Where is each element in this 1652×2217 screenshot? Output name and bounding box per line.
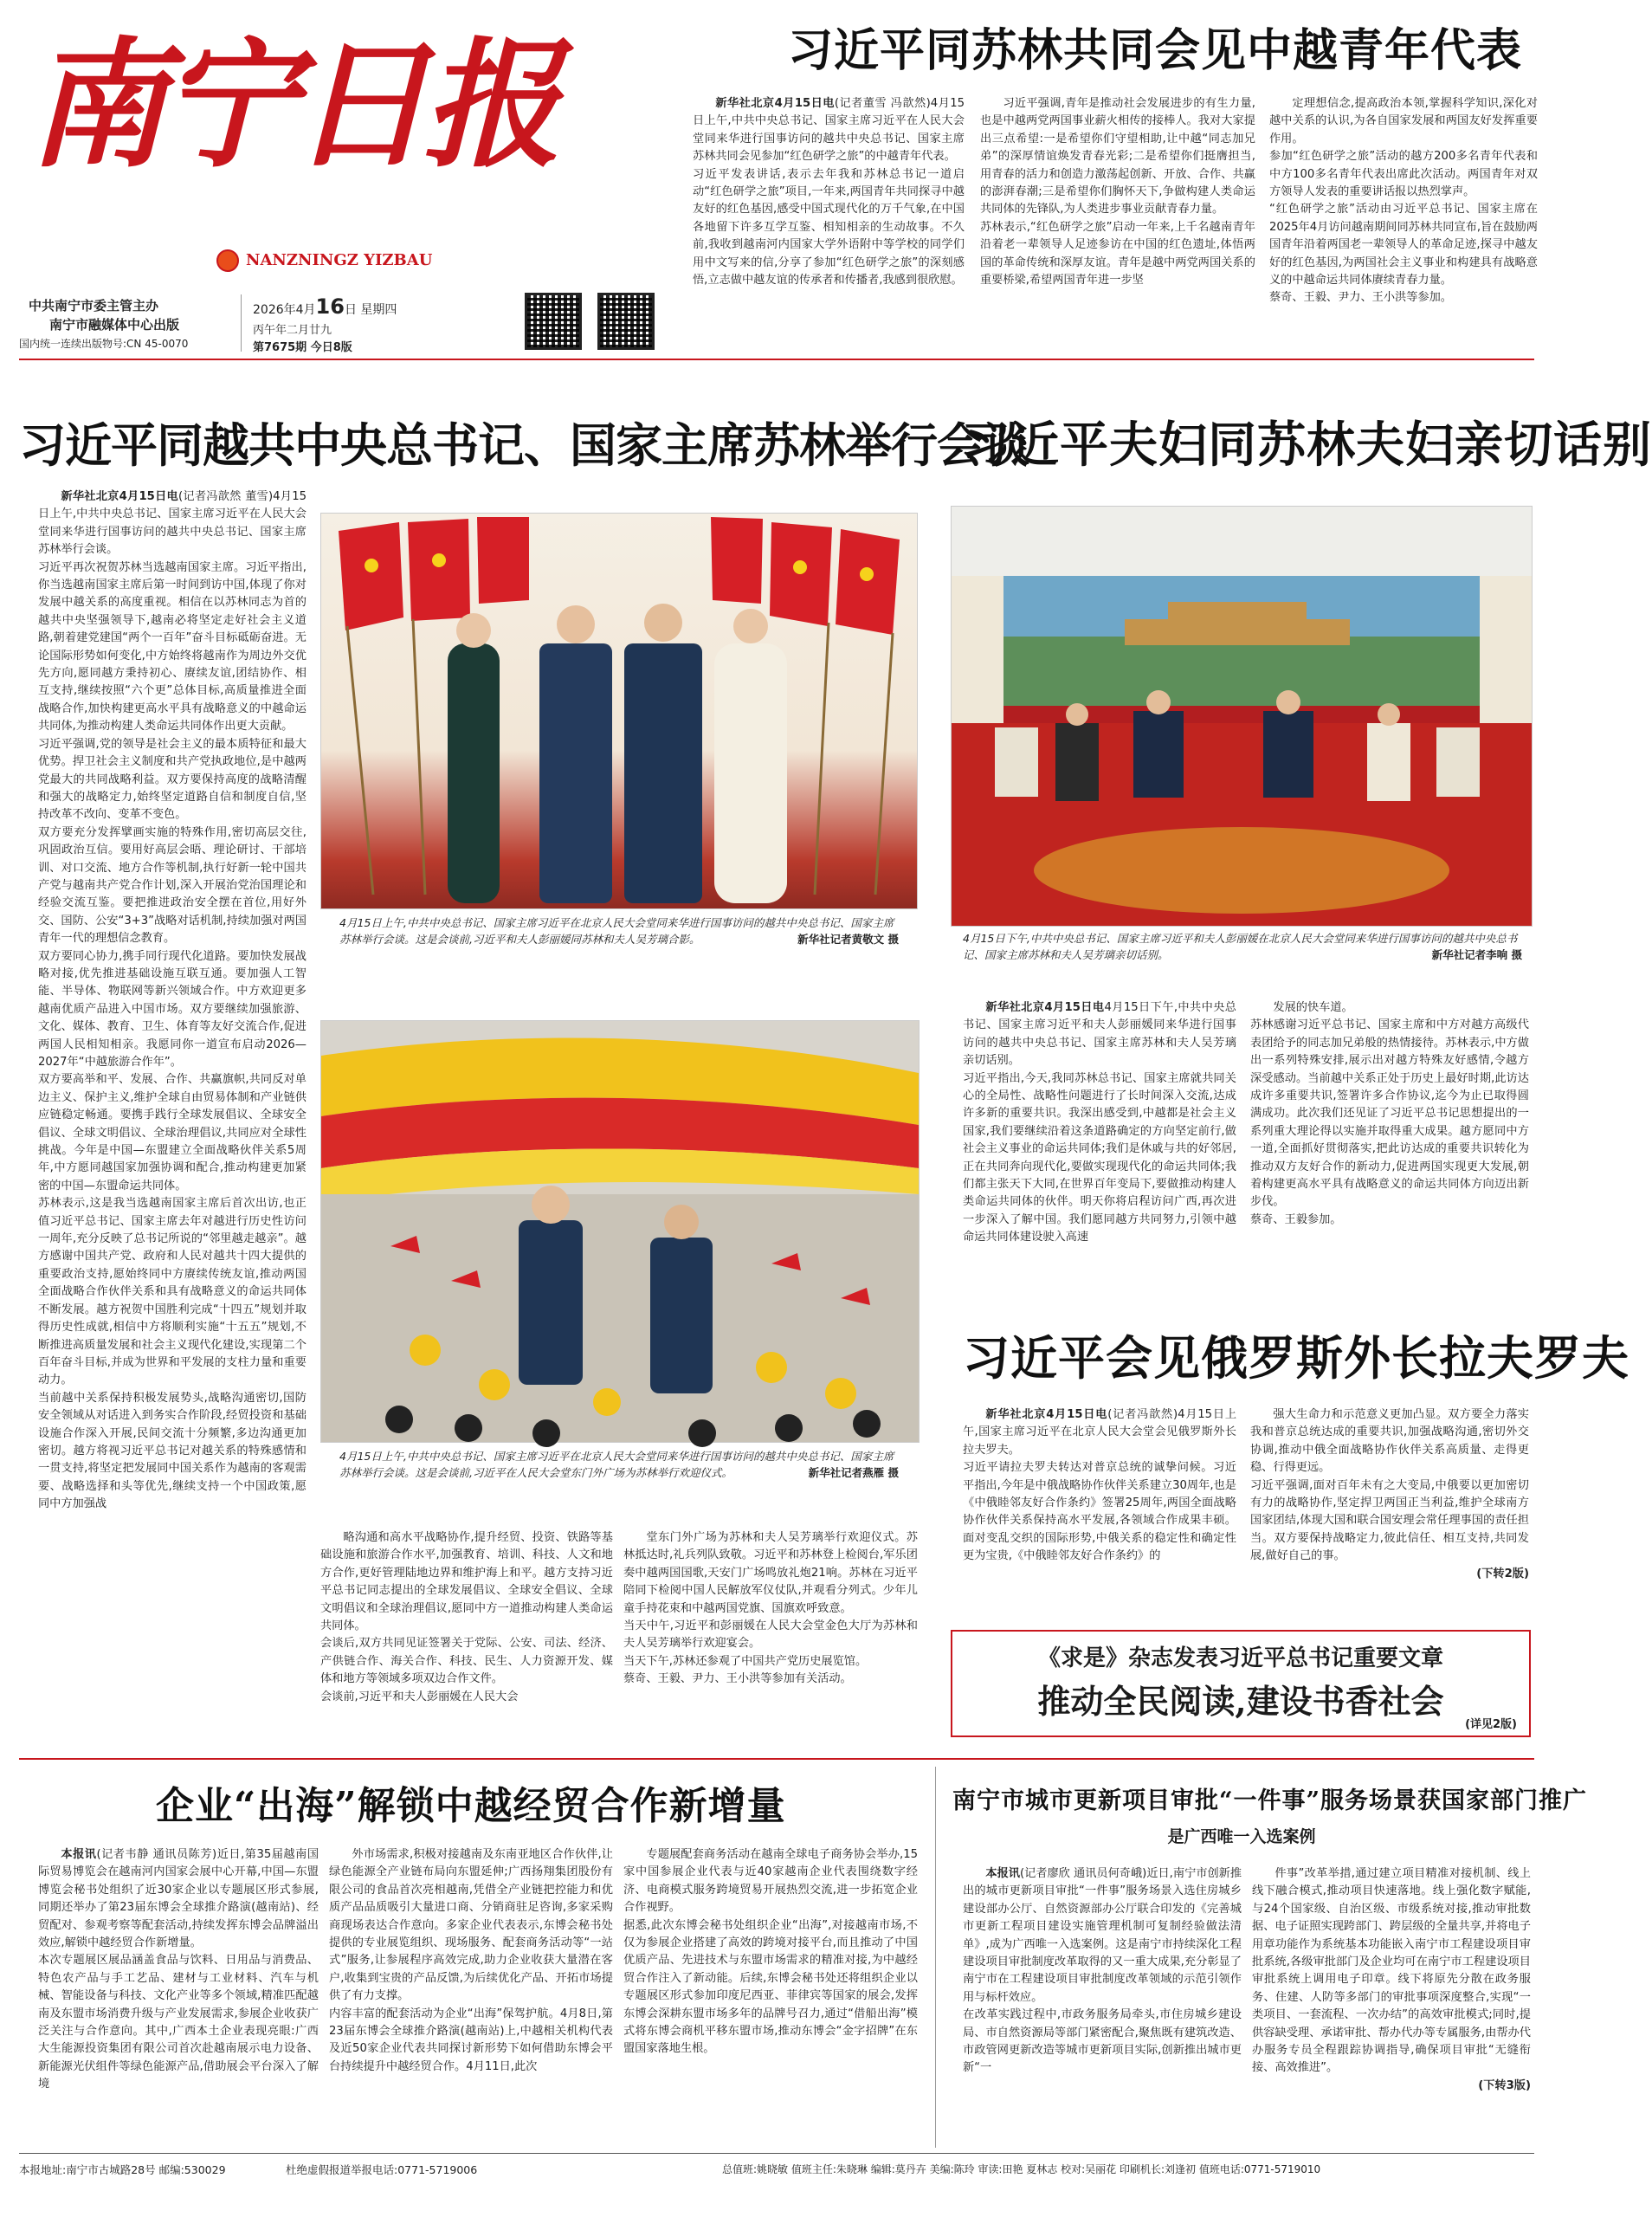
article-4-body-2: 强大生命力和示范意义更加凸显。双方要全力落实我和普京总统达成的重要共识,加强战略沟通,密切外交协调,推动中俄全面战略协作伙伴关系高质量、走得更稳、行得更远。 习近平强调,面对百年未有之大变局,中俄要以更加密切有力的战略协作,坚定捍卫两国正当利益,维护全球南方国家团结,体现大国和联合国安理会常任理事国的责任担当。双方要保持战略定力,彼此信任、相互支持,共同发展,做好自己的事。 [1250,1408,1529,1563]
article-6-reporter: (记者廖欣 通讯员何奇峨) [1019,1867,1147,1880]
article-5-dateline: 本报讯 [61,1848,97,1861]
article-5-column-2 [329,1846,613,2141]
photo-3 [320,1020,920,1443]
date-day: 16 [315,294,345,319]
article-2-dateline: 新华社北京4月15日电 [61,490,178,503]
masthead-divider [241,294,242,352]
photo-3-caption [339,1448,899,1481]
date-prefix: 2026年4月 [253,303,316,317]
article-4-body-1: 4月15日上午,国家主席习近平在北京人民大会堂会见俄罗斯外长拉夫罗夫。 习近平请拉夫罗夫转达对普京总统的诚挚问候。习近平指出,今年是中俄战略协作伙伴关系建立30周年,也是《中俄睦邻友好合作条约》签署25周年,两国全面战略协作伙伴关系保持高水平发展,各领域合作成果丰硕。面对变乱交织的国际形势,中俄关系的稳定性和确定性更为宝贵,《中俄睦邻友好合作条约》的 [963,1408,1237,1563]
masthead-name: 南宁日报 [28,23,555,186]
masthead-emblem-icon [216,249,239,272]
article-2-column-3 [623,1529,918,1725]
qiushi-box [951,1630,1531,1737]
article-2-body-3: 堂东门外广场为苏林和夫人吴芳璃举行欢迎仪式。苏林抵达时,礼兵列队致敬。习近平和苏林登上检阅台,军乐团奏中越两国国歌,天安门广场鸣放礼炮21响。苏林在习近平陪同下检阅中国人民解放军仪仗队,并观看分列式。少年儿童手持花束和中越两国党旗、国旗欢呼致意。 当天中午,习近平和彭丽媛在人民大会堂金色大厅为苏林和夫人吴芳璃举行欢迎宴会。 当天下午,苏林还参观了中国共产党历史展览馆。 蔡奇、王毅、尹力、王小洪等参加有关活动。 [623,1531,918,1686]
article-5-body-1: 近日,第35届越南国际贸易博览会在越南河内国家会展中心开幕,中国—东盟博览会秘书处组织了近30家企业以专题展区形式参展,同期还举办了第23届东博会全球推介路演(越南站)、经贸配对、参观考察等配套活动,持续发挥东博会品牌溢出效应,解锁中越经贸合作新增量。 本次专题展区展品涵盖食品与饮料、日用品与消费品、特色农产品与手工艺品、建材与工业材料、汽车与机械、智能设备与科技、文化产业等多个领域,精准匹配越南及东盟市场消费升级与产业发展需求,参展企业收获广泛关注与合作意向。其中,广西本土企业表现亮眼:广西大生能源投资集团有限公司首次赴越南展示电力设备、新能源光伏组件等绿色能源产品,借助展会平台深入了解境 [38,1848,319,2091]
article-6-headline: 南宁市城市更新项目审批“一件事”服务场景获国家部门推广 [952,1787,1588,1814]
sponsor-line-2: 南宁市融媒体中心出版 [49,317,180,333]
masthead-rule [19,359,1534,360]
footer-rule [19,2153,1534,2154]
article-1-column-2 [980,95,1255,352]
article-4-column-2 [1250,1406,1529,1590]
article-5-column-1 [38,1846,319,2141]
photo-1-svg [321,514,917,908]
article-4-column-1 [963,1406,1236,1590]
issue-date [253,294,397,319]
lunar-date: 丙午年二月廿九 [253,324,332,337]
article-5-body-2: 外市场需求,积极对接越南及东南亚地区合作伙伴,让绿色能源全产业链布局向东盟延伸;广西扬翔集团股份有限公司的食品首次亮相越南,凭借全产业链把控能力和优质产品品质吸引大量进口商、分销商驻足咨询,多家采购商现场表达合作意向。多家企业代表表示,东博会秘书处提供的专业展览组织、现场服务、配套商务活动等“一站式”服务,让参展程序高效完成,助力企业收获大量潜在客户,收集到宝贵的产品反馈,为后续优化产品、开拓市场提供了有力支撑。 内容丰富的配套活动为企业“出海”保驾护航。4月8日,第23届东博会全球推介路演(越南站)上,中越相关机构代表及近50家企业代表共同探讨新形势下如何借助东博会平台持续提升中越经贸合作。4月11日,此次 [329,1848,613,2073]
article-5-body-3: 专题展配套商务活动在越南全球电子商务协会举办,15家中国参展企业代表与近40家越南企业代表围绕数字经济、电商模式服务跨境贸易开展热烈交流,进一步拓宽企业合作视野。 据悉,此次东博会秘书处组织企业“出海”,对接越南市场,不仅为参展企业搭建了高效的跨境对接平台,而且推动了中国优质产品、先进技术与东盟市场需求的精准对接,为中越经贸合作注入了新动能。后续,东博会秘书处还将组织企业以专题展区形式参加印度尼西亚、菲律宾等国家的展会,发挥东博会深耕东盟市场多年的品牌号召力,通过“借船出海”模式将东博会商机平移东盟市场,推动东博会“金字招牌”在东盟国家落地生根。 [623,1848,918,2056]
article-2-headline: 习近平同越共中央总书记、国家主席苏林举行会谈 [19,417,1029,473]
photo-2-caption [963,930,1522,963]
footer-staff: 总值班:姚晓敏 值班主任:朱晓琳 编辑:莫丹卉 美编:陈玲 审读:田艳 夏林志 校对:吴丽花 印刷机长:刘逢初 值班电话:0771-5719010 [722,2163,1321,2175]
date-suffix: 日 星期四 [344,303,397,317]
article-3-dateline: 新华社北京4月15日电 [985,1001,1105,1014]
qr-code-icon [525,293,582,350]
article-4-continue-note[interactable]: (下转2版) [1476,1567,1529,1580]
issn-line: 国内统一连续出版物号:CN 45-0070 [19,338,189,350]
lower-column-divider [935,1767,936,2148]
article-2-column-2 [320,1529,613,1725]
photo-3-credit: 新华社记者燕雁 摄 [808,1466,899,1479]
article-2-body-2: 略沟通和高水平战略协作,提升经贸、投资、铁路等基础设施和旅游合作水平,加强教育、培训、科技、人文和地方合作,更好管理陆地边界和维护海上和平。越方支持习近平总书记同志提出的全球发展倡议、全球安全倡议、全球文明倡议和全球治理倡议,愿同中方一道推动构建人类命运共同体。 会谈后,双方共同见证签署关于党际、公安、司法、经济、产供链合作、海关合作、科技、民生、人力资源开发、媒体和地方等领域多项双边合作文件。 会谈前,习近平和夫人彭丽媛在人民大会 [320,1531,613,1703]
photo-3-caption-text: 4月15日上午,中共中央总书记、国家主席习近平在北京人民大会堂同来华进行国事访问的越共中央总书记、国家主席苏林举行会谈。这是会谈前,习近平在人民大会堂东门外广场为苏林举行欢迎仪式。 [339,1450,894,1479]
article-3-body-1: 4月15日下午,中共中央总书记、国家主席习近平和夫人彭丽媛同来华进行国事访问的越共中央总书记、国家主席苏林和夫人吴芳璃亲切话别。 习近平指出,今天,我同苏林总书记、国家主席就共同关心的全局性、战略性问题进行了长时间深入交流,达成许多新的重要共识。我深出感受到,中越都是社会主义国家,我们要继续沿着这条道路确定的方向坚定前行,做社会主义事业的命运共同体;我们是休戚与共的好邻居,正在共同奔向现代化,要做实现现代化的命运共同体;我们都主张天下大同,在世界百年变局下,要做推动构建人类命运共同体的伙伴。明天你将启程访问广西,再次进一步深入了解中国。我们愿同越方共同努力,引领中越命运共同体建设驶入高速 [963,1001,1236,1244]
article-2-body-1: 4月15日上午,中共中央总书记、国家主席习近平在人民大会堂同来华进行国事访问的越共中央总书记、国家主席苏林举行会谈。 习近平再次祝贺苏林当选越南国家主席。习近平指出,你当选越南国家主席后第一时间到访中国,体现了你对发展中越关系的高度重视。相信在以苏林同志为首的越共中央坚强领导下,越南必将坚定走好社会主义道路,朝着建党建国“两个一百年”奋斗目标砥砺奋进。无论国际形势如何变化,中方始终将越南作为周边外交优先方向,愿同越方秉持初心、赓续友谊,团结协作、相互支持,继续按照“六个更”总体目标,高质量推进全面战略合作,加快构建更高水平具有战略意义的中越命运共同体,为推动构建人类命运共同体作出更大贡献。 习近平强调,党的领导是社会主义的最本质特征和最大优势。捍卫社会主义制度和共产党执政地位,是中越两党最大的共同战略利益。双方要保持高度的战略清醒和强大的战略定力,始终坚定道路自信和制度自信,坚持改革不改向、变革不变色。 双方要充分发挥擘画实施的特殊作用,密切高层交往,巩固政治互信。要用好高层会晤、理论研讨、干部培训、对口交流、地方合作等机制,执行好新一轮中国共产党与越南共产党合作计划,深入开展治党治国理论和经验交流互鉴。要把推进政治安全摆在首位,用好外交、国防、公安“3+3”战略对话机制,持续加强对两国青年一代的理想信念教育。 双方要同心协力,携手同行现代化道路。要加快发展战略对接,优先推进基础设施互联互通。要加强人工智能、半导体、物联网等新兴领域合作。中方欢迎更多越南优质产品进入中国市场。双方要继续加强旅游、文化、媒体、教育、卫生、体育等友好交流合作,促进两国人民相知相亲。我愿同你一道宣布启动2026—2027年“中越旅游合作年”。 双方要高举和平、发展、合作、共赢旗帜,共同反对单边主义、保护主义,维护全球自由贸易体制和产业链供应链稳定畅通。要携手践行全球发展倡议、全球安全倡议、全球文明倡议、全球治理倡议,共同应对全球性挑战。今年是中国—东盟建立全面战略伙伴关系5周年,中方愿同越国家加强协调和配合,推动构建更加紧密的中国—东盟命运共同体。 苏林表示,这是我当选越南国家主席后首次出访,也正值习近平总书记、国家主席去年对越进行历史性访问一周年,充分反映了总书记所说的“邻里越走越亲”。越方感谢中国共产党、政府和人民对越共十四大提供的重要政治支持,愿始终同中方赓续传统友谊,推动两国全面战略合作伙伴关系和具有战略意义的命运共同体不断发展。越方祝贺中国胜利完成“十四五”规划并取得历史性成就,相信中方将顺利实施“十五五”规划,不断推进高质量发展和社会主义现代化建设,实现第二个百年奋斗目标,并成为世界和平发展的支柱力量和重要动力。 当前越中关系保持积极发展势头,战略沟通密切,国防安全领域从对话进入到务实合作阶段,经贸投资和基础设施合作深入开展,民间交流十分频繁,多边沟通更加密切。越方将视习近平总书记对越关系的特殊感情和一贯支持,将坚定把发展同中国关系作为越南的客观需要、战略选择和头等优先,继续支持一个中国政策,愿同中方加强战 [38,490,307,1511]
article-5-column-3 [623,1846,918,2141]
article-6-body-2: 件事”改革举措,通过建立项目精准对接机制、线上线下融合模式,推动项目快速落地。线上强化数字赋能,与24个国家级、自治区级、市级系统对接,推动审批数据、电子证照实现跨部门、跨层级的全量共享,并将电子用章功能作为系统基本功能嵌入南宁市工程建设项目审批系统,各级审批部门及企业均可在南宁市工程建设项目审批系统上调用电子印章。线下将原先分散在政务服务、住建、人防等多部门的审批事项深度整合,实现“一类项目、一套流程、一次办结”的高效审批模式;同时,提供容缺受理、承诺审批、帮办代办等专属服务,由帮办代办服务专员全程跟踪协调指导,确保项目审批“无缝衔接、高效推进”。 [1252,1867,1531,2075]
sponsor-line-1: 中共南宁市委主管主办 [29,298,159,313]
article-1-body-1: 4月15日上午,中共中央总书记、国家主席习近平在人民大会堂同来华进行国事访问的越共中央总书记、国家主席苏林共同会见参加“红色研学之旅”的中越青年代表。 习近平发表讲话,表示去年我和苏林总书记一道启动“红色研学之旅”项目,一年来,两国青年共同探寻中越友好的红色基因,感受中国式现代化的万千气象,在中国各地留下许多互学互鉴、相知相亲的生动故事。不久前,我收到越南河内国家大学外语附中等学校的同学们用中文写来的信,分享了参加“红色研学之旅”的深刻感悟,立志做中越友谊的传承者和传播者,我感到很欣慰。 [693,97,965,288]
footer-hotline: 杜绝虚假报道举报电话:0771-5719006 [286,2163,478,2176]
article-6-body-1: 近日,南宁市创新推出的城市更新项目审批“一件事”服务场景入选住房城乡建设部办公厅、自然资源部办公厅联合印发的《完善城市更新工程项目建设实施管理机制可复制经验做法清单》,成为广西唯一入选案例。这是南宁市持续深化工程建设项目审批制度改革取得的又一重大成果,充分彰显了南宁市在工程建设项目审批制度改革领域的示范引领作用与标杆效应。 在改革实践过程中,市政务服务局牵头,市住房城乡建设局、市自然资源局等部门紧密配合,聚焦既有建筑改造、市政管网更新改造等城市更新项目实际,创新推出城市更新“一 [963,1867,1242,2075]
article-1-body-3: 定理想信念,提高政治本领,掌握科学知识,深化对越中关系的认识,为各自国家发展和两国友好发挥重要作用。 参加“红色研学之旅”活动的越方200多名青年代表和中方100多名青年代表出席此次活动。两国青年对双方领导人发表的重要讲话报以热烈掌声。 “红色研学之旅”活动由习近平总书记、国家主席在2025年4月访问越南期间同苏林共同宣布,旨在鼓励两国青年沿着两国老一辈领导人的革命足迹,探寻中越友好的红色基因,为两国社会主义事业和构建具有战略意义的中越命运共同体赓续青春力量。 蔡奇、王毅、尹力、王小洪等参加。 [1269,97,1538,305]
article-6-dateline: 本报讯 [985,1867,1020,1880]
photo-2-credit: 新华社记者李响 摄 [1431,948,1522,961]
masthead [19,14,668,326]
article-3-headline: 习近平夫妇同苏林夫妇亲切话别 [961,417,1652,474]
issue-number: 第7675期 今日8版 [253,341,352,354]
photo-1-credit: 新华社记者黄敬文 摄 [797,933,899,946]
photo-3-svg [321,1021,919,1442]
article-3-column-1 [963,999,1236,1311]
article-5-reporter: (记者韦静 通讯员陈芳) [96,1848,217,1861]
article-2-column-1 [38,488,307,1692]
article-2-reporter: (记者冯歆然 董雪) [178,490,274,503]
qiushi-box-line-1: 《求是》杂志发表习近平总书记重要文章 [1037,1645,1443,1671]
qr-code-icon [597,293,655,350]
qiushi-box-line-2: 推动全民阅读,建设书香社会 [1037,1682,1444,1721]
article-4-headline: 习近平会见俄罗斯外长拉夫罗夫 [963,1330,1629,1386]
photo-1-caption-text: 4月15日上午,中共中央总书记、国家主席习近平在北京人民大会堂同来华进行国事访问的越共中央总书记、国家主席苏林举行会谈。这是会谈前,习近平和夫人彭丽媛同苏林和夫人吴芳璃合影。 [339,916,894,946]
article-3-body-2: 发展的快车道。 苏林感谢习近平总书记、国家主席和中方对越方高级代表团给予的同志加兄弟般的热情接待。苏林表示,中方做出一系列特殊安排,展示出对越方特殊友好感情,令越方深受感动。当前越中关系正处于历史上最好时期,此访达成许多重要共识,签署许多合作协议,迄今为止已取得圆满成功。此次我们还见证了习近平总书记思想提出的一系列重大理论得以实施并取得重大成果。越方愿同中方一道,全面抓好贯彻落实,把此访达成的重要共识转化为推动双方友好合作的新动力,促进两国实现更大发展,朝着构建更高水平具有战略意义的命运共同体方向迈出新步伐。 蔡奇、王毅参加。 [1250,1001,1529,1226]
article-4-dateline: 新华社北京4月15日电 [985,1408,1108,1421]
photo-2-caption-text: 4月15日下午,中共中央总书记、国家主席习近平和夫人彭丽媛在北京人民大会堂同来华进行国事访问的越共中央总书记、国家主席苏林和夫人吴芳璃亲切话别。 [963,932,1518,961]
article-6-column-1 [963,1865,1242,2141]
article-6-column-2 [1252,1865,1531,2141]
article-1-reporter: (记者董雪 冯歆然) [834,97,931,110]
photo-1 [320,513,918,909]
article-1-headline: 习近平同苏林共同会见中越青年代表 [788,24,1523,77]
article-6-continue-note[interactable]: (下转3版) [1478,2078,1531,2092]
article-5-headline: 企业“出海”解锁中越经贸合作新增量 [156,1784,786,1828]
article-1-column-1 [693,95,965,352]
article-4-reporter: (记者冯歆然) [1107,1408,1178,1421]
photo-2-svg [952,507,1532,926]
article-1-dateline: 新华社北京4月15日电 [715,97,835,110]
article-3-column-2 [1250,999,1529,1311]
qiushi-box-note[interactable]: (详见2版) [1465,1718,1517,1731]
lower-section-rule [19,1758,1534,1760]
photo-2 [951,506,1533,927]
article-6-subtitle: 是广西唯一入选案例 [1167,1827,1316,1846]
photo-1-caption [339,915,899,947]
article-1-column-3 [1269,95,1538,352]
masthead-english-name: NANZNINGZ YIZBAU [246,251,433,269]
article-1-body-2: 习近平强调,青年是推动社会发展进步的有生力量,也是中越两党两国事业薪火相传的接棒人。我对大家提出三点希望:一是希望你们守望相助,让中越“同志加兄弟”的深厚情谊焕发青春光彩;二是希望你们挺膺担当,用青春的活力和创造力激荡起创新、开放、合作、共赢的澎湃春潮;三是希望你们胸怀天下,争做构建人类命运共同体的先锋队,为人类进步事业贡献青春力量。 苏林表示,“红色研学之旅”启动一年来,上千名越南青年沿着老一辈领导人足迹参访在中国的红色遗址,体悟两国的革命传统和深厚友谊。青年是越中两党两国关系的重要桥梁,希望两国青年进一步坚 [980,97,1255,288]
footer-address: 本报地址:南宁市古城路28号 邮编:530029 [19,2163,226,2176]
